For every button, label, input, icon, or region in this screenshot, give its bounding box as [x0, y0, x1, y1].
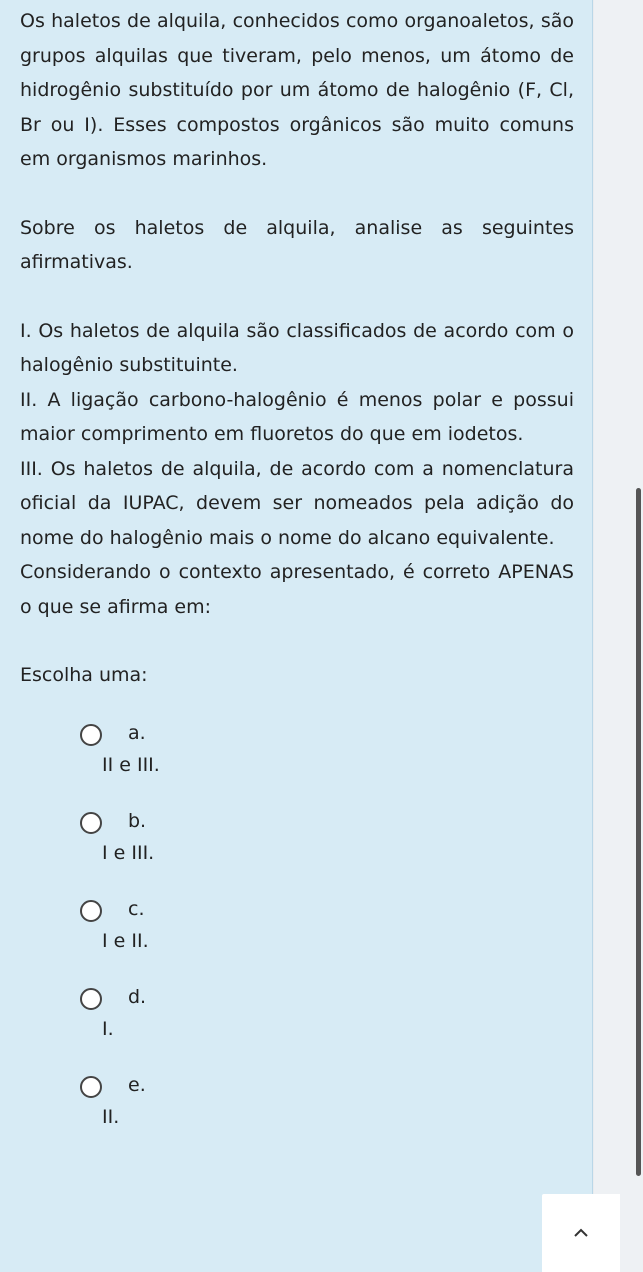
statement-1: I. Os haletos de alquila são classificados de acordo com o halogênio substituinte.	[20, 319, 574, 376]
radio-unchecked-icon[interactable]	[80, 988, 102, 1010]
question-text: Considerando o contexto apresentado, é correto APENAS o que se afirma em:	[20, 561, 574, 618]
radio-unchecked-icon[interactable]	[80, 1076, 102, 1098]
option-letter: e.	[128, 1074, 146, 1096]
radio-unchecked-icon[interactable]	[80, 812, 102, 834]
option-letter: b.	[128, 810, 147, 832]
option-e[interactable]	[20, 1068, 574, 1138]
answer-options	[20, 716, 574, 1138]
radio-unchecked-icon[interactable]	[80, 900, 102, 922]
option-b[interactable]	[20, 804, 574, 874]
option-text: I.	[102, 1018, 114, 1040]
option-d[interactable]	[20, 980, 574, 1050]
scroll-to-top-button[interactable]	[542, 1194, 620, 1272]
option-letter: d.	[128, 986, 147, 1008]
option-text: II e III.	[102, 754, 160, 776]
question-prompt: Sobre os haletos de alquila, analise as seguintes afirmativas.	[20, 216, 574, 273]
option-letter: c.	[128, 898, 145, 920]
radio-unchecked-icon[interactable]	[80, 724, 102, 746]
option-text: II.	[102, 1106, 120, 1128]
statement-3: III. Os haletos de alquila, de acordo com a nomenclatura oficial da IUPAC, devem ser nomeados pela adição do nome do halogênio mais o nome do alcano equivalente.	[20, 457, 574, 549]
option-text: I e II.	[102, 930, 149, 952]
option-c[interactable]	[20, 892, 574, 962]
scrollbar-thumb[interactable]	[636, 488, 641, 1176]
question-content	[20, 4, 574, 1156]
statement-2: II. A ligação carbono-halogênio é menos polar e possui maior comprimento em fluoretos do que em iodetos.	[20, 388, 574, 445]
option-a[interactable]	[20, 716, 574, 786]
choose-label: Escolha uma:	[20, 664, 148, 686]
option-text: I e III.	[102, 842, 155, 864]
option-letter: a.	[128, 722, 146, 744]
question-intro: Os haletos de alquila, conhecidos como organoaletos, são grupos alquilas que tiveram, pelo menos, um átomo de hidrogênio substituído por um átomo de halogênio (F, Cl, Br ou I). Esses compostos orgânicos são muito comuns em organismos marinhos.	[20, 10, 574, 170]
chevron-up-icon	[574, 1228, 588, 1237]
